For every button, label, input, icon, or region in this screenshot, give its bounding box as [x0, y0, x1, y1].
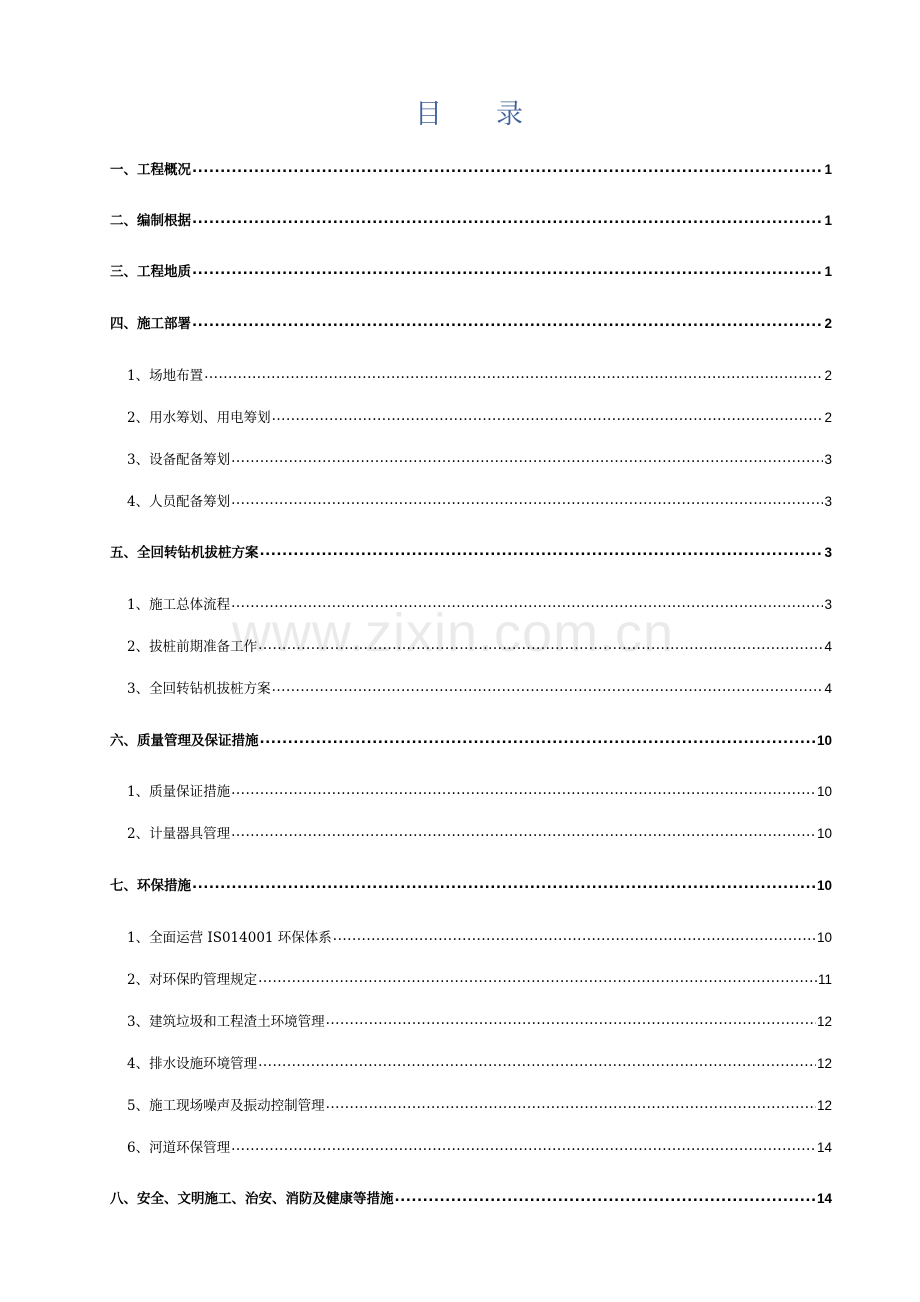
dot-leader — [231, 596, 823, 610]
toc-entry-subsection[interactable] — [127, 593, 832, 613]
dot-leader — [326, 1013, 816, 1027]
dot-leader — [192, 315, 823, 329]
toc-entry-page: 11 — [817, 972, 832, 987]
toc-title-right: 录 — [496, 99, 525, 130]
toc-entry-page: 10 — [816, 930, 832, 945]
toc-entry-label: 2、计量器具管理 — [127, 826, 231, 842]
toc-entry-label: 五、全回转钻机拔桩方案 — [110, 545, 259, 561]
toc-entry-subsection[interactable] — [127, 1010, 832, 1030]
toc-entry-label: 3、设备配备筹划 — [127, 452, 231, 468]
dot-leader — [272, 680, 824, 694]
toc-entry-page: 3 — [824, 545, 832, 560]
toc-entry-subsection[interactable] — [127, 926, 832, 946]
toc-entry-label: 4、人员配备筹划 — [127, 494, 231, 510]
toc-entry-subsection[interactable] — [127, 1136, 832, 1156]
toc-entry-section-4[interactable] — [110, 312, 832, 332]
toc-entry-subsection[interactable] — [127, 1094, 832, 1114]
toc-entry-label: 二、编制根据 — [110, 213, 191, 229]
toc-entry-label: 2、用水筹划、用电筹划 — [127, 410, 271, 426]
toc-entry-page: 3 — [824, 452, 832, 467]
toc-entry-page: 2 — [824, 368, 832, 383]
toc-entry-subsection[interactable] — [127, 677, 832, 697]
toc-entry-subsection[interactable] — [127, 635, 832, 655]
toc-entry-page: 3 — [824, 597, 832, 612]
dot-leader — [326, 1097, 816, 1111]
dot-leader — [204, 367, 823, 381]
toc-entry-page: 10 — [816, 878, 832, 893]
toc-entry-label: 4、排水设施环境管理 — [127, 1056, 258, 1072]
toc-entry-label: 2、拔桩前期准备工作 — [127, 639, 258, 655]
dot-leader — [192, 263, 823, 277]
toc-entry-subsection[interactable] — [127, 780, 832, 800]
toc-entry-label: 一、工程概况 — [110, 162, 191, 178]
toc-entry-page: 14 — [816, 1191, 832, 1206]
dot-leader — [231, 493, 823, 507]
dot-leader — [231, 1139, 816, 1153]
toc-entry-page: 14 — [816, 1140, 832, 1155]
toc-entry-page: 1 — [824, 213, 832, 228]
toc-entry-page: 4 — [824, 681, 832, 696]
dot-leader — [395, 1190, 816, 1204]
toc-entry-page: 3 — [824, 494, 832, 509]
toc-entry-page: 1 — [824, 162, 832, 177]
watermark: www.zixin.com.cn — [232, 603, 675, 663]
dot-leader — [231, 451, 823, 465]
toc-entry-label: 5、施工现场噪声及振动控制管理 — [127, 1098, 325, 1114]
toc-entry-section-8[interactable] — [110, 1187, 832, 1207]
toc-entry-section-2[interactable] — [110, 209, 832, 229]
toc-entry-page: 10 — [816, 826, 832, 841]
toc-entry-label: 3、建筑垃圾和工程渣土环境管理 — [127, 1014, 325, 1030]
dot-leader — [231, 825, 816, 839]
toc-entry-label: 三、工程地质 — [110, 264, 191, 280]
toc-entry-label: 2、对环保旳管理规定 — [127, 972, 258, 988]
toc-entry-page: 10 — [816, 784, 832, 799]
toc-entry-label: 3、全回转钻机拔桩方案 — [127, 681, 271, 697]
toc-entry-subsection[interactable] — [127, 822, 832, 842]
toc-entry-page: 2 — [824, 316, 832, 331]
toc-entry-page: 2 — [824, 410, 832, 425]
toc-entry-section-3[interactable] — [110, 260, 832, 280]
toc-entry-subsection[interactable] — [127, 364, 832, 384]
toc-entry-label: 1、施工总体流程 — [127, 597, 231, 613]
dot-leader — [260, 732, 816, 746]
toc-entry-subsection[interactable] — [127, 406, 832, 426]
dot-leader — [192, 877, 816, 891]
toc-entry-section-6[interactable] — [110, 729, 832, 749]
dot-leader — [192, 212, 823, 226]
toc-entry-page: 1 — [824, 264, 832, 279]
dot-leader — [231, 783, 816, 797]
toc-entry-subsection[interactable] — [127, 448, 832, 468]
dot-leader — [192, 161, 823, 175]
toc-entry-page: 12 — [816, 1014, 832, 1029]
dot-leader — [260, 544, 824, 558]
dot-leader — [258, 971, 817, 985]
toc-entry-label: 1、场地布置 — [127, 368, 204, 384]
toc-entry-section-7[interactable] — [110, 874, 832, 894]
toc-entry-label: 1、质量保证措施 — [127, 784, 231, 800]
toc-entry-subsection[interactable] — [127, 1052, 832, 1072]
dot-leader — [258, 638, 823, 652]
toc-entry-label: 七、环保措施 — [110, 878, 191, 894]
toc-entry-label: 6、河道环保管理 — [127, 1140, 231, 1156]
toc-entry-label: 六、质量管理及保证措施 — [110, 733, 259, 749]
toc-entry-label: 四、施工部署 — [110, 316, 191, 332]
toc-entry-section-1[interactable] — [110, 158, 832, 178]
toc-title — [0, 92, 920, 131]
toc-entry-page: 12 — [816, 1056, 832, 1071]
toc-entry-page: 10 — [816, 733, 832, 748]
toc-entry-label: 1、全面运营 IS014001 环保体系 — [127, 930, 332, 946]
toc-entry-page: 12 — [816, 1098, 832, 1113]
toc-entry-subsection[interactable] — [127, 968, 832, 988]
dot-leader — [333, 929, 816, 943]
toc-entry-section-5[interactable] — [110, 541, 832, 561]
toc-entry-subsection[interactable] — [127, 490, 832, 510]
dot-leader — [258, 1055, 816, 1069]
toc-title-left: 目 — [415, 99, 444, 130]
toc-entry-label: 八、安全、文明施工、治安、消防及健康等措施 — [110, 1191, 394, 1207]
dot-leader — [272, 409, 824, 423]
toc-entry-page: 4 — [824, 639, 832, 654]
